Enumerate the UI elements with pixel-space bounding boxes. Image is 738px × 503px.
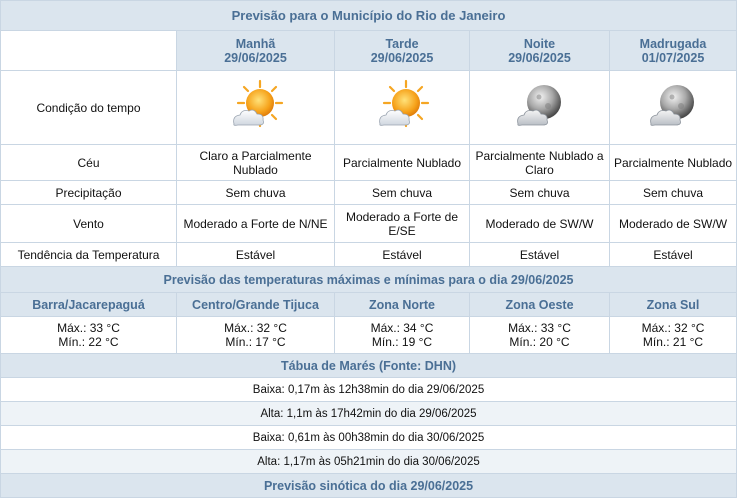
temp-min: Mín.: 22 °C bbox=[58, 335, 119, 349]
zone-temps bbox=[1, 317, 177, 354]
period-name: Tarde bbox=[385, 36, 419, 51]
wind-cell: Moderado a Forte de E/SE bbox=[335, 205, 470, 243]
trend-cell: Estável bbox=[177, 243, 335, 267]
sky-cell: Parcialmente Nublado bbox=[610, 145, 737, 181]
period-header-manha bbox=[177, 31, 335, 71]
forecast-title: Previsão para o Município do Rio de Janeiro bbox=[1, 1, 737, 31]
wind-cell: Moderado a Forte de N/NE bbox=[177, 205, 335, 243]
period-date: 01/07/2025 bbox=[641, 50, 705, 65]
trend-cell: Estável bbox=[610, 243, 737, 267]
precip-cell: Sem chuva bbox=[610, 181, 737, 205]
wind-cell: Moderado de SW/W bbox=[610, 205, 737, 243]
temps-title: Previsão das temperaturas máximas e mínimas para o dia 29/06/2025 bbox=[1, 267, 737, 293]
zone-temps bbox=[470, 317, 610, 354]
sun-cloud-icon bbox=[370, 78, 434, 134]
condition-cell bbox=[610, 71, 737, 145]
row-label-ceu: Céu bbox=[1, 145, 177, 181]
temp-max: Máx.: 34 °C bbox=[370, 321, 434, 335]
synoptic-title: Previsão sinótica do dia 29/06/2025 bbox=[1, 474, 737, 498]
tide-row: Baixa: 0,61m às 00h38min do dia 30/06/2025 bbox=[1, 426, 737, 450]
row-label-precipitacao: Precipitação bbox=[1, 181, 177, 205]
precip-cell: Sem chuva bbox=[177, 181, 335, 205]
row-label-tendencia: Tendência da Temperatura bbox=[1, 243, 177, 267]
tide-row: Alta: 1,17m às 05h21min do dia 30/06/2025 bbox=[1, 450, 737, 474]
row-label-vento: Vento bbox=[1, 205, 177, 243]
zone-header: Zona Sul bbox=[610, 293, 737, 317]
period-header-noite bbox=[470, 31, 610, 71]
sky-cell: Claro a Parcialmente Nublado bbox=[177, 145, 335, 181]
temp-min: Mín.: 20 °C bbox=[509, 335, 570, 349]
sky-cell: Parcialmente Nublado a Claro bbox=[470, 145, 610, 181]
zone-header: Zona Oeste bbox=[470, 293, 610, 317]
condition-cell bbox=[177, 71, 335, 145]
zone-header: Centro/Grande Tijuca bbox=[177, 293, 335, 317]
trend-cell: Estável bbox=[335, 243, 470, 267]
temp-min: Mín.: 19 °C bbox=[371, 335, 433, 349]
zone-header: Zona Norte bbox=[335, 293, 470, 317]
moon-cloud-icon bbox=[508, 78, 572, 134]
temp-max: Máx.: 32 °C bbox=[641, 321, 705, 335]
period-header-madrugada bbox=[610, 31, 737, 71]
temp-max: Máx.: 33 °C bbox=[57, 321, 120, 335]
trend-cell: Estável bbox=[470, 243, 610, 267]
wind-cell: Moderado de SW/W bbox=[470, 205, 610, 243]
period-name: Madrugada bbox=[639, 36, 707, 51]
tide-row: Alta: 1,1m às 17h42min do dia 29/06/2025 bbox=[1, 402, 737, 426]
tide-title: Tábua de Marés (Fonte: DHN) bbox=[1, 354, 737, 378]
zone-temps bbox=[177, 317, 335, 354]
temp-max: Máx.: 33 °C bbox=[508, 321, 571, 335]
precip-cell: Sem chuva bbox=[335, 181, 470, 205]
zone-temps bbox=[610, 317, 737, 354]
row-label-condicao: Condição do tempo bbox=[1, 71, 177, 145]
temp-max: Máx.: 32 °C bbox=[224, 321, 287, 335]
zone-header: Barra/Jacarepaguá bbox=[1, 293, 177, 317]
sun-cloud-icon bbox=[224, 78, 288, 134]
empty-corner bbox=[1, 31, 177, 71]
tide-row: Baixa: 0,17m às 12h38min do dia 29/06/2025 bbox=[1, 378, 737, 402]
period-header-tarde bbox=[335, 31, 470, 71]
condition-cell bbox=[470, 71, 610, 145]
period-date: 29/06/2025 bbox=[508, 50, 571, 65]
period-name: Manhã bbox=[235, 36, 276, 51]
temp-min: Mín.: 17 °C bbox=[225, 335, 286, 349]
period-date: 29/06/2025 bbox=[224, 50, 287, 65]
sky-cell: Parcialmente Nublado bbox=[335, 145, 470, 181]
period-name: Noite bbox=[523, 36, 556, 51]
moon-cloud-icon bbox=[641, 78, 705, 134]
period-date: 29/06/2025 bbox=[370, 50, 434, 65]
zone-temps bbox=[335, 317, 470, 354]
condition-cell bbox=[335, 71, 470, 145]
precip-cell: Sem chuva bbox=[470, 181, 610, 205]
temp-min: Mín.: 21 °C bbox=[642, 335, 704, 349]
